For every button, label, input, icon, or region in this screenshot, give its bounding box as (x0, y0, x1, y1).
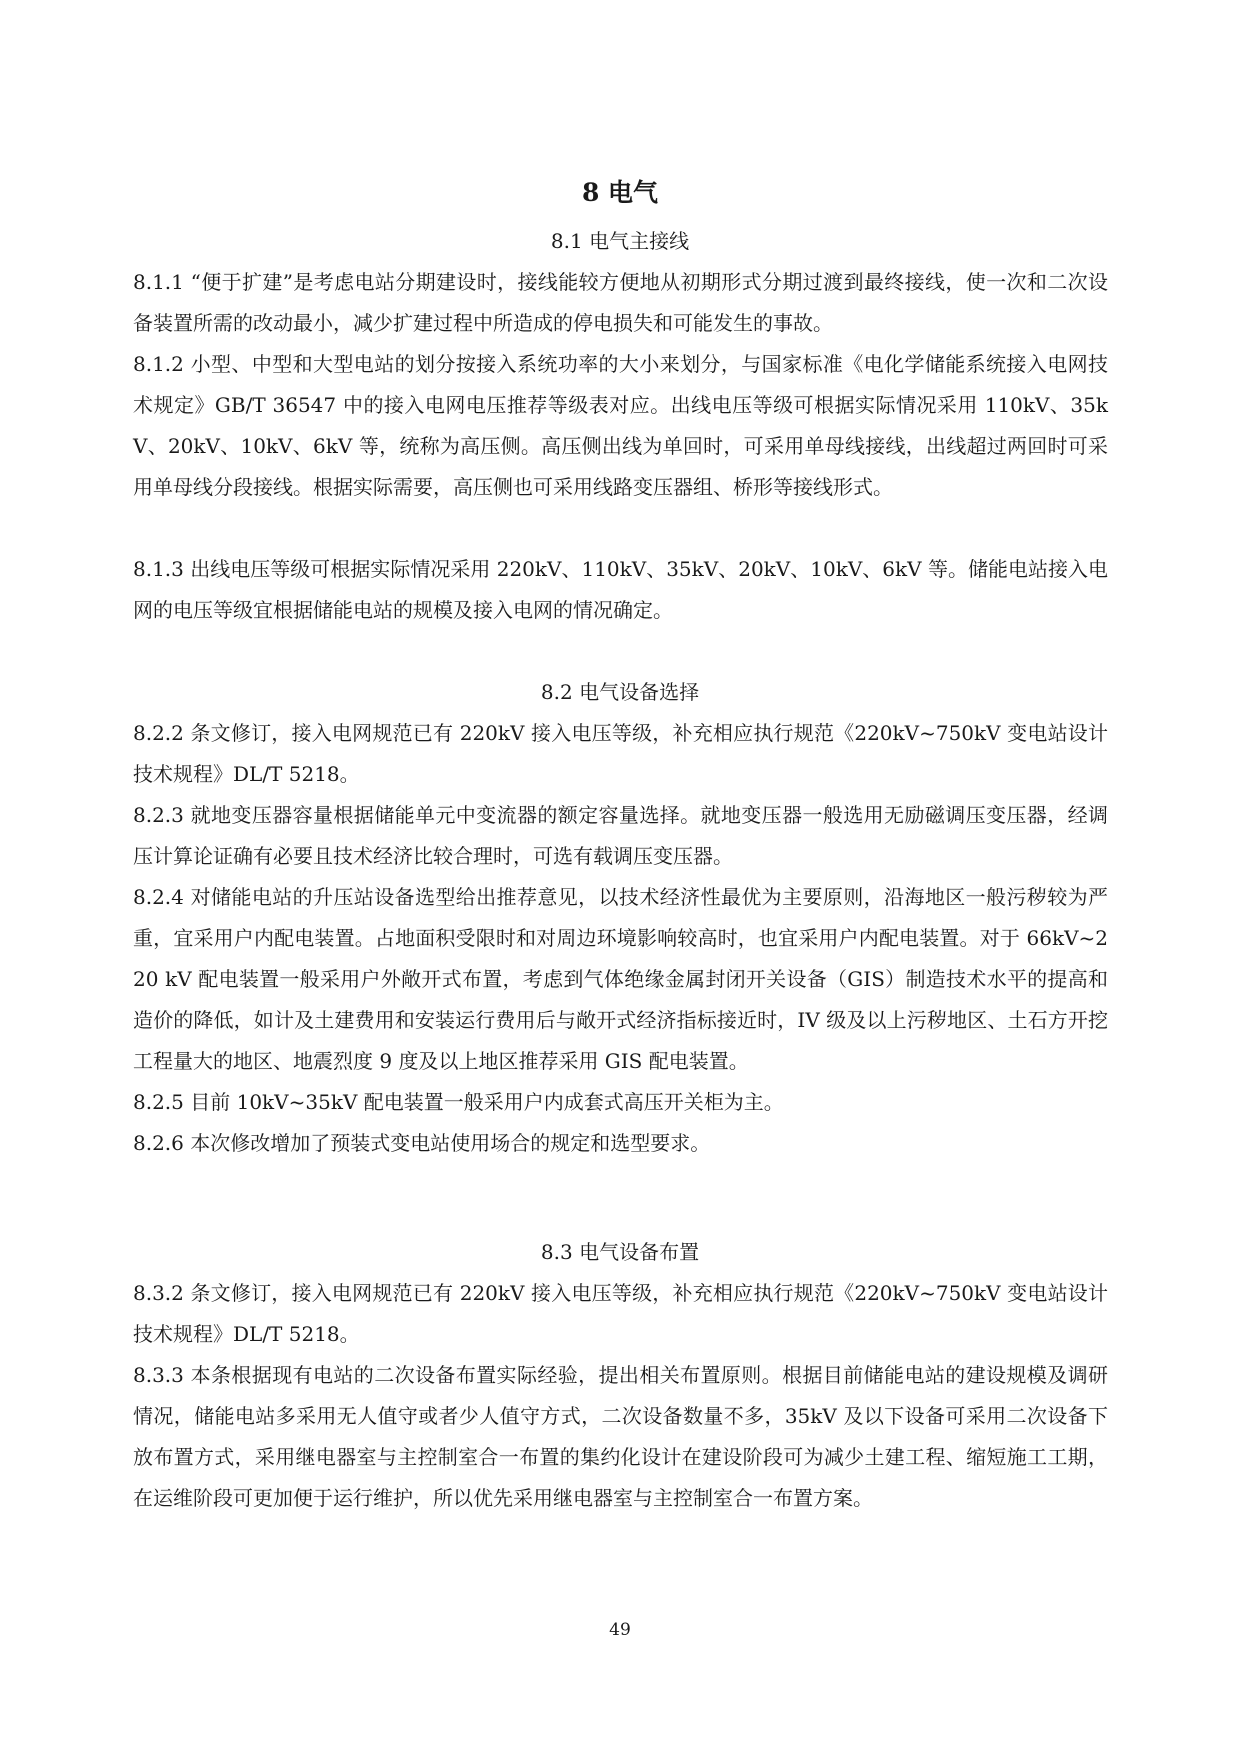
section-title-8-3: 8.3 电气设备布置 (540, 1240, 700, 1264)
paragraph-8-1-1: 8.1.1 “便于扩建”是考虑电站分期建设时，接线能较方便地从初期形式分期过渡到最终接线，使一次和二次设备装置所需的改动最小，减少扩建过程中所造成的停电损失和可能发生的事故。 (133, 270, 1108, 335)
paragraph-8-3-3: 8.3.3 本条根据现有电站的二次设备布置实际经验，提出相关布置原则。根据目前储能电站的建设规模及调研情况，储能电站多采用无人值守或者少人值守方式，二次设备数量不多，35kV 及以下设备可采用二次设备下放布置方式，采用继电器室与主控制室合一布置的集约化设计在建设阶段可为减少土建工程、缩短施工工期，在运维阶段可更加便于运行维护，所以优先采用继电器室与主控制室合一布置方案。 (133, 1363, 1108, 1510)
paragraph-8-1-3: 8.1.3 出线电压等级可根据实际情况采用 220kV、110kV、35kV、20kV、10kV、6kV 等。储能电站接入电网的电压等级宜根据储能电站的规模及接入电网的情况确定。 (133, 557, 1108, 622)
section-title-8-2: 8.2 电气设备选择 (540, 680, 700, 704)
paragraph-8-2-3: 8.2.3 就地变压器容量根据储能单元中变流器的额定容量选择。就地变压器一般选用无励磁调压变压器，经调压计算论证确有必要且技术经济比较合理时，可选有载调压变压器。 (133, 803, 1108, 868)
paragraph-8-3-2: 8.3.2 条文修订，接入电网规范已有 220kV 接入电压等级，补充相应执行规范《220kV~750kV 变电站设计技术规程》DL/T 5218。 (133, 1281, 1108, 1346)
paragraph-8-2-2: 8.2.2 条文修订，接入电网规范已有 220kV 接入电压等级，补充相应执行规范《220kV~750kV 变电站设计技术规程》DL/T 5218。 (133, 721, 1108, 786)
page-number: 49 (609, 1620, 631, 1640)
paragraph-8-1-2: 8.1.2 小型、中型和大型电站的划分按接入系统功率的大小来划分，与国家标准《电化学储能系统接入电网技术规定》GB/T 36547 中的接入电网电压推荐等级表对应。出线电压等级可根据实际情况采用 110kV、35kV、20kV、10kV、6kV 等，统称为高压侧。高压侧出线为单回时，可采用单母线接线，出线超过两回时可采用单母线分段接线。根据实际需要，高压侧也可采用线路变压器组、桥形等接线形式。 (133, 352, 1108, 499)
section-title-8-1: 8.1 电气主接线 (550, 229, 690, 253)
paragraph-8-2-4: 8.2.4 对储能电站的升压站设备选型给出推荐意见，以技术经济性最优为主要原则，沿海地区一般污秽较为严重，宜采用户内配电装置。占地面积受限时和对周边环境影响较高时，也宜采用户内配电装置。对于 66kV~220 kV 配电装置一般采用户外敞开式布置，考虑到气体绝缘金属封闭开关设备（GIS）制造技术水平的提高和造价的降低，如计及土建费用和安装运行费用后与敞开式经济指标接近时，IV 级及以上污秽地区、土石方开挖工程量大的地区、地震烈度 9 度及以上地区推荐采用 GIS 配电装置。 (133, 885, 1108, 1073)
paragraph-8-2-6: 8.2.6 本次修改增加了预装式变电站使用场合的规定和选型要求。 (133, 1131, 711, 1155)
paragraph-8-2-5: 8.2.5 目前 10kV~35kV 配电装置一般采用户内成套式高压开关柜为主。 (133, 1090, 784, 1114)
chapter-title: 8 电气 (581, 178, 659, 207)
